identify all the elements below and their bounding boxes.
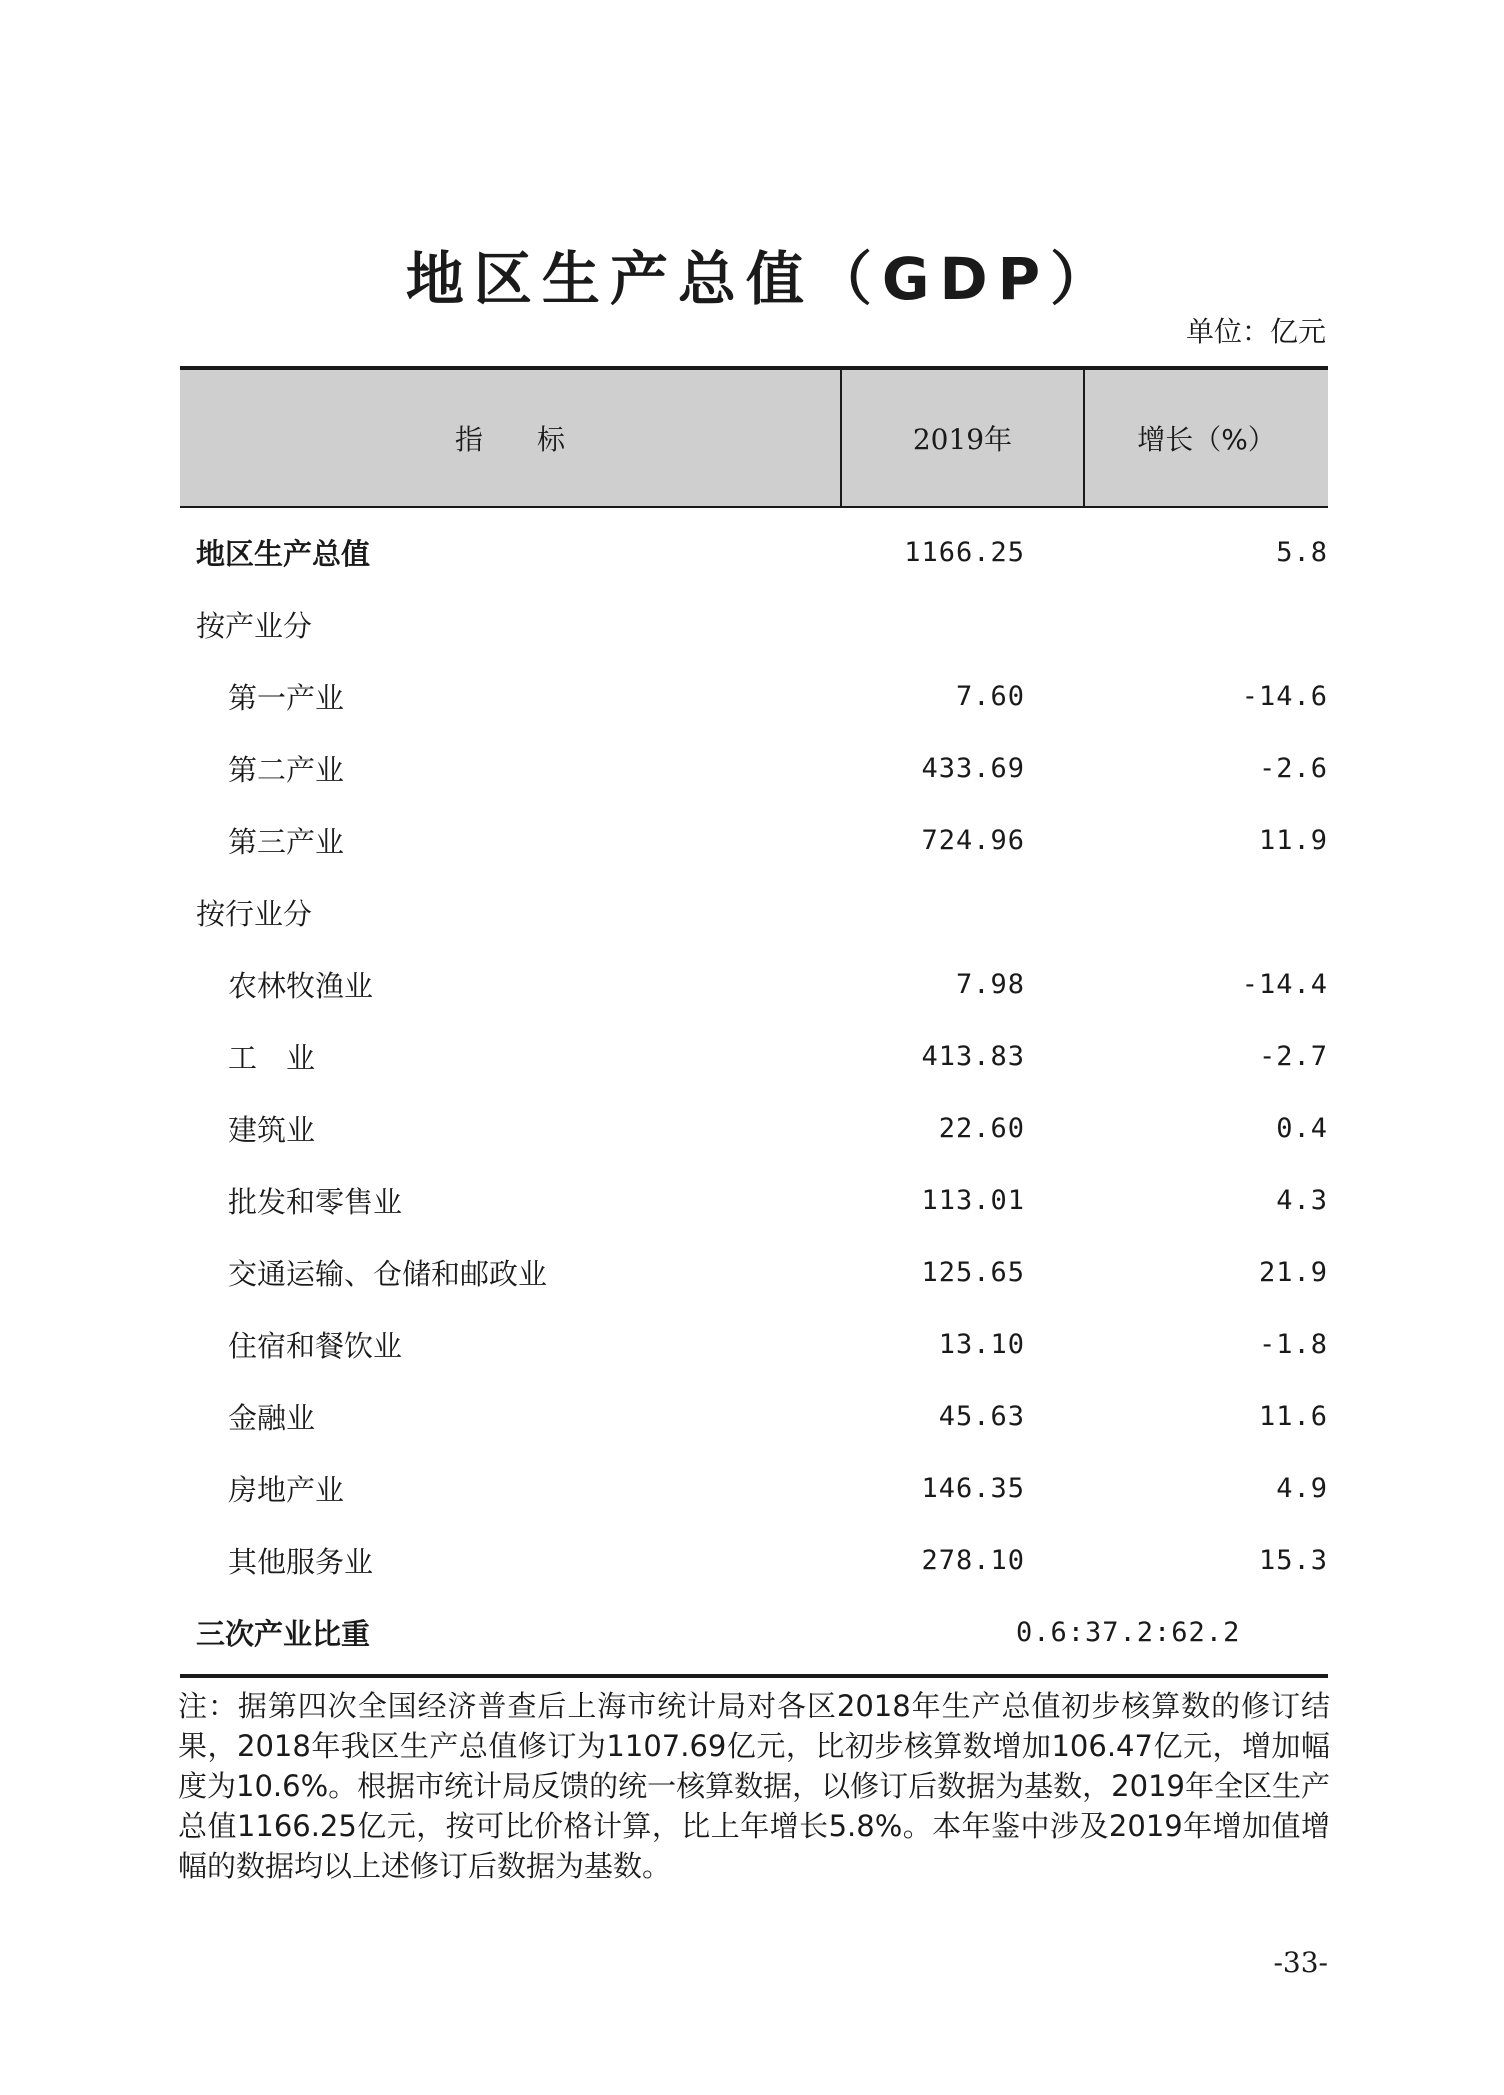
- row-growth: 4.3: [1276, 1184, 1328, 1216]
- gdp-table: [180, 366, 1328, 1678]
- table-row: [180, 1308, 1328, 1380]
- table-row: [180, 588, 1328, 660]
- row-growth: -2.7: [1258, 1040, 1328, 1072]
- header-year: 2019年: [842, 370, 1085, 506]
- row-growth: 5.8: [1276, 536, 1328, 568]
- table-row: [180, 948, 1328, 1020]
- row-value-2019: 125.65: [921, 1256, 1025, 1288]
- table-body: [180, 508, 1328, 1596]
- row-value-2019: 433.69: [921, 752, 1025, 784]
- header-indicator: 指标: [180, 370, 842, 506]
- row-growth: -2.6: [1258, 752, 1328, 784]
- table-row: [180, 1452, 1328, 1524]
- table-row: [180, 1236, 1328, 1308]
- row-indicator: 按行业分: [196, 896, 313, 931]
- row-growth: 11.6: [1258, 1400, 1328, 1432]
- row-value-2019: 7.60: [955, 680, 1025, 712]
- table-row: [180, 804, 1328, 876]
- row-growth: -14.4: [1241, 968, 1328, 1000]
- page-number: -33-: [1273, 1946, 1328, 1979]
- row-indicator: 农林牧渔业: [228, 968, 374, 1003]
- row-indicator: 工 业: [228, 1040, 316, 1075]
- ratio-label: 三次产业比重: [196, 1616, 371, 1651]
- table-bottom-rule: [180, 1674, 1328, 1678]
- table-row: [180, 516, 1328, 588]
- row-indicator: 金融业: [228, 1400, 316, 1435]
- ratio-value: 0.6:37.2:62.2: [1016, 1616, 1241, 1648]
- row-indicator: 房地产业: [228, 1472, 345, 1507]
- row-indicator: 第三产业: [228, 824, 345, 859]
- row-growth: 15.3: [1258, 1544, 1328, 1576]
- ratio-row: [180, 1596, 1328, 1668]
- unit-label: 单位：亿元: [1185, 315, 1326, 348]
- row-indicator: 第一产业: [228, 680, 345, 715]
- table-row: [180, 732, 1328, 804]
- table-row: [180, 1164, 1328, 1236]
- table-header: [180, 366, 1328, 508]
- row-value-2019: 278.10: [921, 1544, 1025, 1576]
- table-row: [180, 1380, 1328, 1452]
- row-growth: 21.9: [1258, 1256, 1328, 1288]
- row-growth: -1.8: [1258, 1328, 1328, 1360]
- row-value-2019: 413.83: [921, 1040, 1025, 1072]
- row-value-2019: 1166.25: [904, 536, 1025, 568]
- row-value-2019: 45.63: [938, 1400, 1025, 1432]
- row-indicator: 按产业分: [196, 608, 313, 643]
- row-value-2019: 7.98: [955, 968, 1025, 1000]
- row-value-2019: 146.35: [921, 1472, 1025, 1504]
- row-indicator: 交通运输、仓储和邮政业: [228, 1256, 548, 1291]
- table-row: [180, 1092, 1328, 1164]
- row-growth: 0.4: [1276, 1112, 1328, 1144]
- header-growth: 增长（%）: [1137, 423, 1276, 456]
- table-row: [180, 660, 1328, 732]
- table-row: [180, 1524, 1328, 1596]
- row-indicator: 地区生产总值: [196, 536, 371, 571]
- row-growth: 11.9: [1258, 824, 1328, 856]
- row-growth: -14.6: [1241, 680, 1328, 712]
- row-indicator: 其他服务业: [228, 1544, 374, 1579]
- row-indicator: 建筑业: [228, 1112, 316, 1147]
- row-value-2019: 13.10: [938, 1328, 1025, 1360]
- table-row: [180, 876, 1328, 948]
- row-indicator: 第二产业: [228, 752, 345, 787]
- row-indicator: 住宿和餐饮业: [228, 1328, 403, 1363]
- footnote: 注：据第四次全国经济普查后上海市统计局对各区2018年生产总值初步核算数的修订结果，2018年我区生产总值修订为1107.69亿元，比初步核算数增加106.47亿元，增加幅度为10.6%。根据市统计局反馈的统一核算数据，以修订后数据为基数，2019年全区生产总值1166.25亿元，按可比价格计算，比上年增长5.8%。本年鉴中涉及2019年增加值增幅的数据均以上述修订后数据为基数。: [178, 1689, 1330, 1883]
- row-value-2019: 22.60: [938, 1112, 1025, 1144]
- row-value-2019: 113.01: [921, 1184, 1025, 1216]
- table-row: [180, 1020, 1328, 1092]
- row-value-2019: 724.96: [921, 824, 1025, 856]
- row-indicator: 批发和零售业: [228, 1184, 403, 1219]
- row-growth: 4.9: [1276, 1472, 1328, 1504]
- page-title: 地区生产总值（GDP）: [405, 245, 1119, 313]
